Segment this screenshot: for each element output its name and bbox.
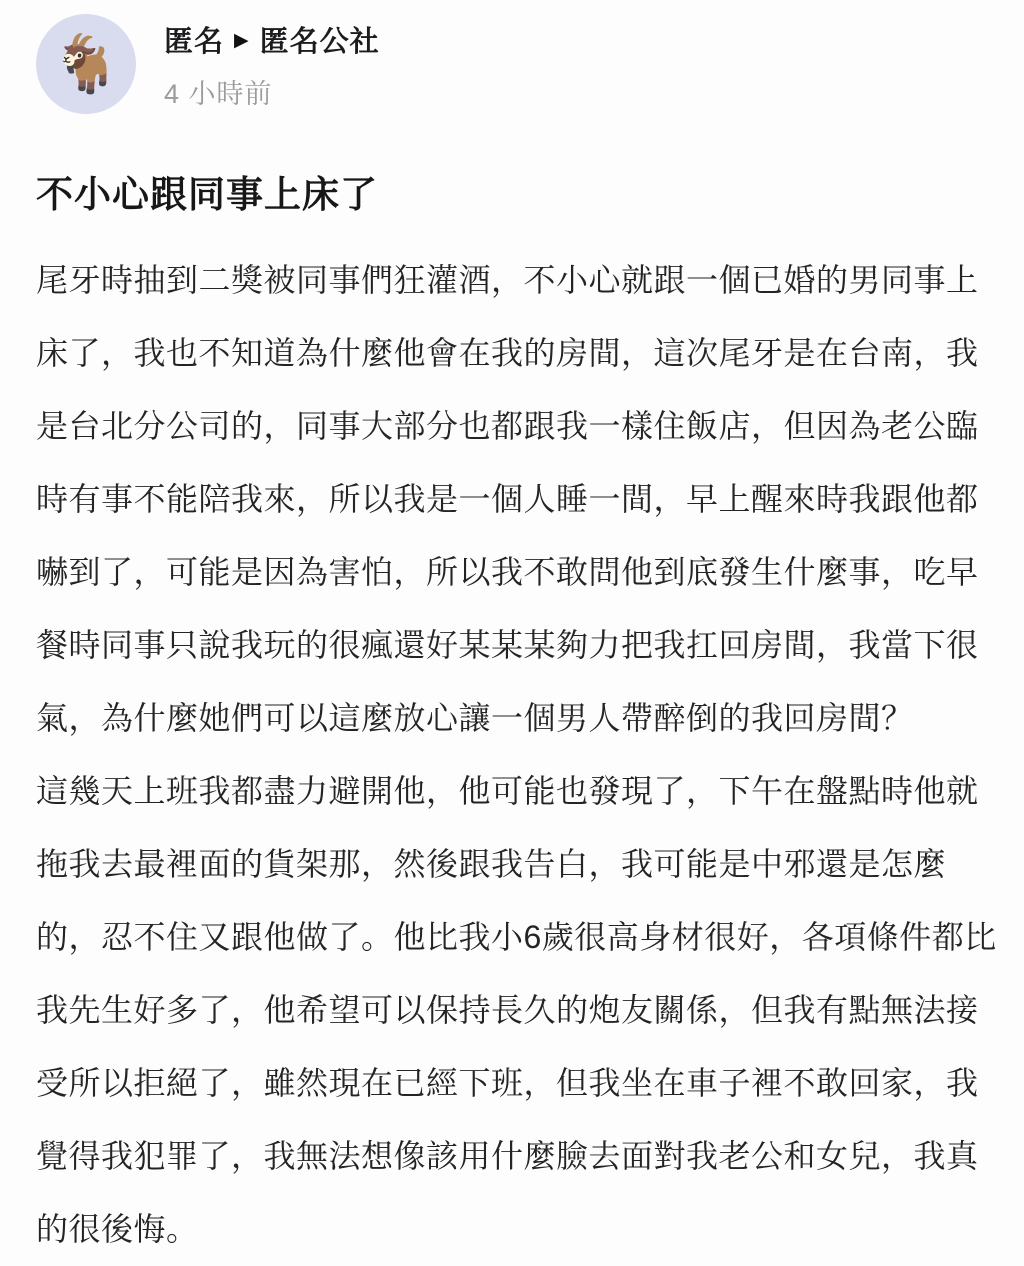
body-line: 覺得我犯罪了，我無法想像該用什麼臉去面對我老公和女兒，我真 xyxy=(36,1138,979,1174)
body-line: 是台北分公司的，同事大部分也都跟我一樣住飯店，但因為老公臨 xyxy=(36,408,979,444)
author-name[interactable]: 匿名 xyxy=(164,26,225,58)
body-line: 拖我去最裡面的貨架那，然後跟我告白，我可能是中邪還是怎麼 xyxy=(36,846,947,882)
post-title: 不小心跟同事上床了 xyxy=(36,174,378,215)
avatar[interactable] xyxy=(36,14,136,114)
body-line: 這幾天上班我都盡力避開他，他可能也發現了，下午在盤點時他就 xyxy=(36,773,979,809)
author-line xyxy=(164,19,380,60)
post-header xyxy=(36,14,994,114)
timestamp[interactable]: 4 小時前 xyxy=(164,79,273,109)
body-line: 的很後悔。 xyxy=(36,1211,199,1247)
body-line: 氣，為什麼她們可以這麼放心讓一個男人帶醉倒的我回房間？ xyxy=(36,700,914,736)
goat-emoji-icon: 🐐 xyxy=(51,32,121,95)
body-line: 受所以拒絕了，雖然現在已經下班，但我坐在車子裡不敢回家，我 xyxy=(36,1065,979,1101)
body-line: 我先生好多了，他希望可以保持長久的炮友關係，但我有點無法接 xyxy=(36,992,979,1028)
body-line: 時有事不能陪我來，所以我是一個人睡一間，早上醒來時我跟他都 xyxy=(36,481,979,517)
body-line: 尾牙時抽到二獎被同事們狂灌酒，不小心就跟一個已婚的男同事上 xyxy=(36,262,979,298)
group-name[interactable]: 匿名公社 xyxy=(259,26,380,58)
body-line: 餐時同事只說我玩的很瘋還好某某某夠力把我扛回房間，我當下很 xyxy=(36,627,979,663)
body-line: 床了，我也不知道為什麼他會在我的房間，這次尾牙是在台南，我 xyxy=(36,335,979,371)
body-line: 的，忍不住又跟他做了。他比我小6歲很高身材很好，各項條件都比 xyxy=(36,919,997,955)
arrow-right-icon: ▶ xyxy=(234,30,250,51)
post-body xyxy=(36,244,997,1266)
body-line: 嚇到了，可能是因為害怕，所以我不敢問他到底發生什麼事，吃早 xyxy=(36,554,979,590)
post-header-meta xyxy=(164,17,380,111)
